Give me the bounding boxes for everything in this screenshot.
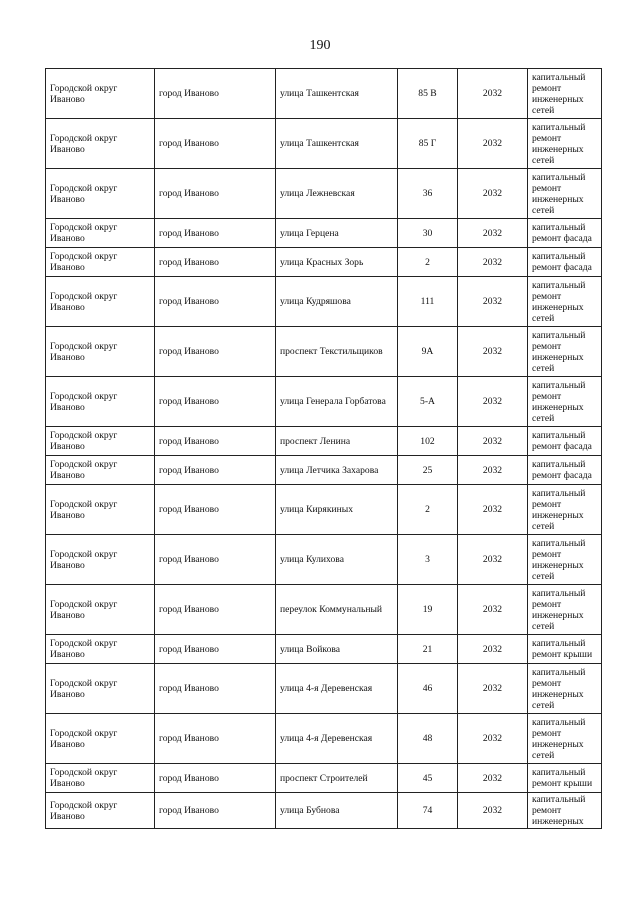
cell-year: 2032 bbox=[458, 714, 528, 764]
table-row bbox=[46, 327, 602, 377]
cell-okrug: Городской округ Иваново bbox=[46, 69, 155, 119]
cell-settlement: город Иваново bbox=[155, 456, 276, 485]
table-row bbox=[46, 427, 602, 456]
cell-street: улица Бубнова bbox=[276, 793, 398, 829]
table-row bbox=[46, 635, 602, 664]
table-row bbox=[46, 764, 602, 793]
cell-year: 2032 bbox=[458, 248, 528, 277]
cell-house-number: 48 bbox=[398, 714, 458, 764]
cell-street: проспект Строителей bbox=[276, 764, 398, 793]
table-row bbox=[46, 456, 602, 485]
cell-year: 2032 bbox=[458, 635, 528, 664]
cell-settlement: город Иваново bbox=[155, 69, 276, 119]
cell-street: проспект Текстильщиков bbox=[276, 327, 398, 377]
cell-okrug: Городской округ Иваново bbox=[46, 793, 155, 829]
table-row bbox=[46, 535, 602, 585]
cell-house-number: 85 В bbox=[398, 69, 458, 119]
cell-work-type: капитальный ремонт инженерных сетей bbox=[528, 277, 602, 327]
cell-settlement: город Иваново bbox=[155, 764, 276, 793]
cell-year: 2032 bbox=[458, 219, 528, 248]
cell-work-type: капитальный ремонт инженерных сетей bbox=[528, 664, 602, 714]
cell-street: улица Летчика Захарова bbox=[276, 456, 398, 485]
cell-street: улица Лежневская bbox=[276, 169, 398, 219]
cell-year: 2032 bbox=[458, 456, 528, 485]
cell-okrug: Городской округ Иваново bbox=[46, 327, 155, 377]
cell-settlement: город Иваново bbox=[155, 714, 276, 764]
cell-year: 2032 bbox=[458, 535, 528, 585]
table-row bbox=[46, 248, 602, 277]
table-row bbox=[46, 585, 602, 635]
cell-okrug: Городской округ Иваново bbox=[46, 377, 155, 427]
cell-settlement: город Иваново bbox=[155, 635, 276, 664]
cell-settlement: город Иваново bbox=[155, 119, 276, 169]
cell-house-number: 36 bbox=[398, 169, 458, 219]
cell-work-type: капитальный ремонт инженерных сетей bbox=[528, 585, 602, 635]
table-row bbox=[46, 169, 602, 219]
table-row bbox=[46, 485, 602, 535]
table-row bbox=[46, 69, 602, 119]
cell-settlement: город Иваново bbox=[155, 248, 276, 277]
cell-street: улица Войкова bbox=[276, 635, 398, 664]
cell-okrug: Городской округ Иваново bbox=[46, 485, 155, 535]
table-row bbox=[46, 714, 602, 764]
cell-year: 2032 bbox=[458, 485, 528, 535]
cell-settlement: город Иваново bbox=[155, 664, 276, 714]
cell-house-number: 2 bbox=[398, 248, 458, 277]
cell-year: 2032 bbox=[458, 664, 528, 714]
cell-settlement: город Иваново bbox=[155, 585, 276, 635]
cell-settlement: город Иваново bbox=[155, 377, 276, 427]
cell-street: проспект Ленина bbox=[276, 427, 398, 456]
cell-work-type: капитальный ремонт инженерных сетей bbox=[528, 169, 602, 219]
cell-work-type: капитальный ремонт инженерных сетей bbox=[528, 714, 602, 764]
cell-year: 2032 bbox=[458, 69, 528, 119]
table-body bbox=[46, 69, 602, 829]
cell-okrug: Городской округ Иваново bbox=[46, 277, 155, 327]
cell-settlement: город Иваново bbox=[155, 793, 276, 829]
cell-work-type: капитальный ремонт инженерных сетей bbox=[528, 327, 602, 377]
cell-year: 2032 bbox=[458, 277, 528, 327]
table-row bbox=[46, 119, 602, 169]
cell-okrug: Городской округ Иваново bbox=[46, 427, 155, 456]
cell-okrug: Городской округ Иваново bbox=[46, 585, 155, 635]
table-row bbox=[46, 277, 602, 327]
table-row bbox=[46, 793, 602, 829]
cell-house-number: 9А bbox=[398, 327, 458, 377]
cell-okrug: Городской округ Иваново bbox=[46, 664, 155, 714]
cell-okrug: Городской округ Иваново bbox=[46, 535, 155, 585]
cell-work-type: капитальный ремонт инженерных сетей bbox=[528, 377, 602, 427]
cell-house-number: 45 bbox=[398, 764, 458, 793]
cell-settlement: город Иваново bbox=[155, 427, 276, 456]
cell-settlement: город Иваново bbox=[155, 169, 276, 219]
cell-okrug: Городской округ Иваново bbox=[46, 219, 155, 248]
cell-house-number: 19 bbox=[398, 585, 458, 635]
cell-okrug: Городской округ Иваново bbox=[46, 764, 155, 793]
cell-work-type: капитальный ремонт фасада bbox=[528, 248, 602, 277]
cell-street: улица Ташкентская bbox=[276, 119, 398, 169]
cell-okrug: Городской округ Иваново bbox=[46, 714, 155, 764]
cell-year: 2032 bbox=[458, 119, 528, 169]
cell-house-number: 85 Г bbox=[398, 119, 458, 169]
cell-work-type: капитальный ремонт инженерных сетей bbox=[528, 535, 602, 585]
cell-house-number: 74 bbox=[398, 793, 458, 829]
cell-year: 2032 bbox=[458, 585, 528, 635]
cell-house-number: 46 bbox=[398, 664, 458, 714]
cell-year: 2032 bbox=[458, 377, 528, 427]
repair-schedule-table bbox=[45, 68, 602, 829]
cell-house-number: 5-А bbox=[398, 377, 458, 427]
cell-house-number: 2 bbox=[398, 485, 458, 535]
cell-year: 2032 bbox=[458, 427, 528, 456]
cell-house-number: 3 bbox=[398, 535, 458, 585]
cell-work-type: капитальный ремонт инженерных сетей bbox=[528, 69, 602, 119]
cell-settlement: город Иваново bbox=[155, 485, 276, 535]
cell-street: улица Кирякиных bbox=[276, 485, 398, 535]
cell-house-number: 21 bbox=[398, 635, 458, 664]
cell-settlement: город Иваново bbox=[155, 219, 276, 248]
cell-work-type: капитальный ремонт крыши bbox=[528, 764, 602, 793]
cell-house-number: 111 bbox=[398, 277, 458, 327]
cell-house-number: 25 bbox=[398, 456, 458, 485]
cell-house-number: 102 bbox=[398, 427, 458, 456]
cell-year: 2032 bbox=[458, 764, 528, 793]
cell-street: улица Ташкентская bbox=[276, 69, 398, 119]
cell-work-type: капитальный ремонт фасада bbox=[528, 427, 602, 456]
cell-work-type: капитальный ремонт крыши bbox=[528, 635, 602, 664]
cell-street: переулок Коммунальный bbox=[276, 585, 398, 635]
cell-okrug: Городской округ Иваново bbox=[46, 119, 155, 169]
cell-work-type: капитальный ремонт фасада bbox=[528, 456, 602, 485]
cell-okrug: Городской округ Иваново bbox=[46, 169, 155, 219]
cell-settlement: город Иваново bbox=[155, 277, 276, 327]
cell-street: улица 4-я Деревенская bbox=[276, 714, 398, 764]
cell-okrug: Городской округ Иваново bbox=[46, 248, 155, 277]
page-number: 190 bbox=[309, 38, 331, 53]
table-row bbox=[46, 664, 602, 714]
table-row bbox=[46, 377, 602, 427]
cell-work-type: капитальный ремонт инженерных сетей bbox=[528, 119, 602, 169]
table-row bbox=[46, 219, 602, 248]
cell-street: улица Кулихова bbox=[276, 535, 398, 585]
cell-year: 2032 bbox=[458, 169, 528, 219]
cell-street: улица Кудряшова bbox=[276, 277, 398, 327]
cell-street: улица Красных Зорь bbox=[276, 248, 398, 277]
cell-street: улица 4-я Деревенская bbox=[276, 664, 398, 714]
cell-house-number: 30 bbox=[398, 219, 458, 248]
cell-settlement: город Иваново bbox=[155, 327, 276, 377]
cell-work-type: капитальный ремонт фасада bbox=[528, 219, 602, 248]
cell-okrug: Городской округ Иваново bbox=[46, 456, 155, 485]
cell-year: 2032 bbox=[458, 327, 528, 377]
cell-okrug: Городской округ Иваново bbox=[46, 635, 155, 664]
cell-year: 2032 bbox=[458, 793, 528, 829]
cell-work-type: капитальный ремонт инженерных сетей bbox=[528, 485, 602, 535]
cell-work-type: капитальный ремонт инженерных bbox=[528, 793, 602, 829]
cell-street: улица Генерала Горбатова bbox=[276, 377, 398, 427]
cell-street: улица Герцена bbox=[276, 219, 398, 248]
cell-settlement: город Иваново bbox=[155, 535, 276, 585]
